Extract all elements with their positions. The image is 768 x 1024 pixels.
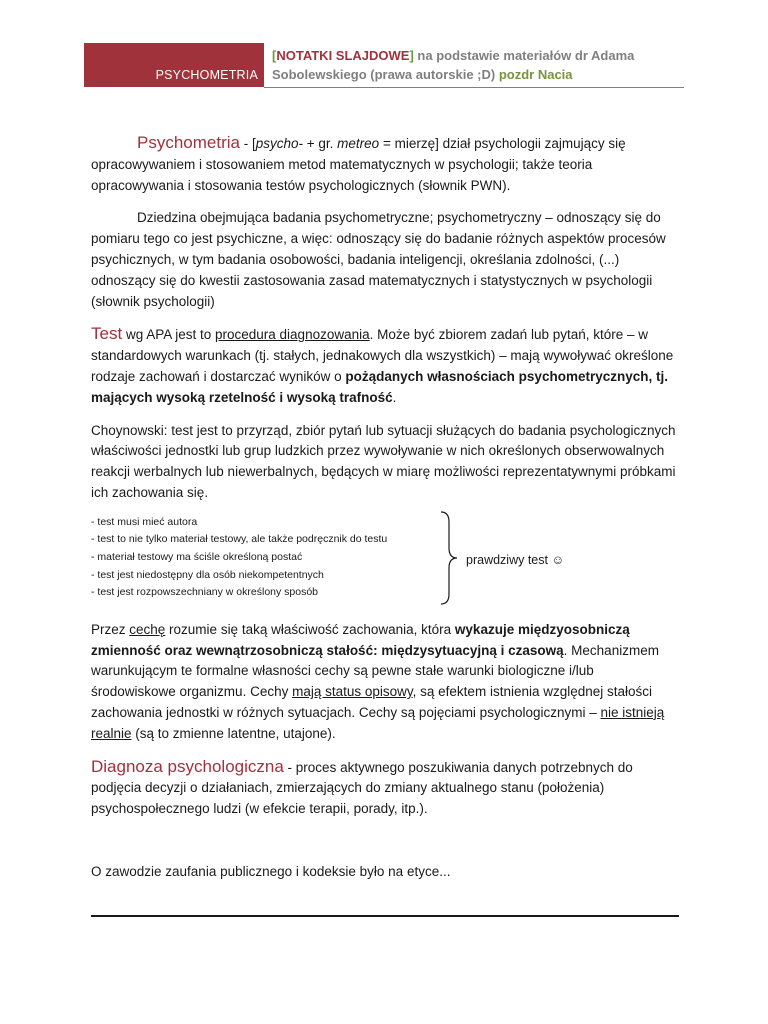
header-tag: NOTATKI SLAJDOWE bbox=[276, 48, 410, 63]
underlined-run: cechę bbox=[129, 621, 166, 637]
bold-run: pożądanych własnościach psychometrycznych, tj. mających wysoką rzetelność i wysoką trafność bbox=[91, 368, 668, 405]
curly-brace-icon bbox=[439, 510, 459, 606]
text-run: . Może być zbiorem zadań lub pytań, które – w standardowych warunkach (tj. stałych, jednakowych dla wszystkich) – mają wywoływać określone rodzaje zachowań i dostarczać wyników o bbox=[91, 327, 674, 384]
header-banner bbox=[84, 43, 264, 87]
paragraph-test bbox=[91, 324, 681, 408]
paragraph-psychometria bbox=[91, 133, 681, 196]
header-bracket-open: [ bbox=[272, 48, 277, 63]
text-run: + gr. bbox=[303, 136, 338, 151]
underlined-run: mają status opisowy bbox=[292, 684, 413, 700]
underlined-run: nie istnieją realnie bbox=[91, 704, 665, 741]
paragraph-dziedzina: Dziedzina obejmująca badania psychometryczne; psychometryczny – odnoszący się do pomiaru tego co jest psychiczne, a więc: odnoszący się do badanie różnych aspektów procesów psychicznych, w tym badania osobowości, badania inteligencji, określania zdolności, (...) odnoszący się do kwestii zastosowania zasad matematycznych i statystycznych w psychologii (słownik psychologii) bbox=[91, 210, 666, 309]
bold-run: wykazuje międzyosobniczą zmienność oraz wewnątrzosobniczą stałość: międzysytuacyjną i czasową bbox=[91, 621, 630, 658]
list-item: - test to nie tylko materiał testowy, ale także podręcznik do testu bbox=[91, 533, 388, 546]
list-item: - test musi mieć autora bbox=[91, 515, 198, 528]
term-psychometria: Psychometria bbox=[137, 133, 240, 152]
header-section-label: PSYCHOMETRIA bbox=[155, 68, 258, 82]
term-test: Test bbox=[91, 324, 123, 344]
test-criteria-list bbox=[91, 514, 681, 602]
text-run: = mierzę] dział psychologii zajmujący się opracowywaniem i stosowaniem metod matematycznych w psychologii; także teoria opracowywania i stosowania testów psychologicznych (słownik PWN). bbox=[91, 136, 626, 193]
text-run: rozumie się taką właściwość zachowania, która bbox=[165, 621, 455, 637]
term-diagnoza: Diagnoza psychologiczna bbox=[91, 756, 284, 776]
text-run: . Mechanizmem warunkującym te formalne własności cechy są pewne stałe warunki biologiczne i/lub środowiskowe organizmu. Cechy bbox=[91, 642, 659, 700]
test-criteria-block bbox=[91, 514, 681, 610]
text-run: , są efektem istnienia względnej stałości zachowania jednostki w różnych sytuacjach. Cechy są pojęciami psychologicznymi – bbox=[91, 684, 653, 720]
underlined-run: procedura diagnozowania bbox=[215, 327, 370, 343]
footer-divider bbox=[91, 915, 679, 917]
document-body bbox=[91, 133, 681, 883]
paragraph-zawod: O zawodzie zaufania publicznego i kodeksie było na etyce... bbox=[91, 863, 451, 879]
text-run: (są to zmienne latentne, utajone). bbox=[131, 725, 336, 741]
paragraph-choynowski: Choynowski: test jest to przyrząd, zbiór pytań lub sytuacji służących do badania psychologicznych właściwości jednostki lub grup ludzkich przez wywoływanie w nich określonych obserwowalnych reakcji werbalnych lub niewerbalnych, będących w miarę możliwości reprezentatywnymi próbkami ich zachowania się. bbox=[91, 422, 676, 500]
header-bracket-close: ] bbox=[409, 48, 414, 63]
list-item: - test jest rozpowszechniany w określony sposób bbox=[91, 586, 319, 599]
text-run: wg APA jest to bbox=[122, 327, 215, 343]
header-signature: pozdr Nacia bbox=[498, 67, 573, 82]
list-item: - materiał testowy ma ściśle określoną postać bbox=[91, 550, 303, 563]
header-divider bbox=[264, 87, 684, 88]
text-run: - proces aktywnego poszukiwania danych potrzebnych do podjęcia decyzji o działaniach, zmierzających do zmiany aktualnego stanu (położenia) psychospołecznego ludzi (w efekcie terapii, porady, itp.). bbox=[91, 759, 633, 817]
italic-run: psycho- bbox=[255, 136, 304, 151]
header-source: na podstawie materiałów dr Adama Sobolewskiego (prawa autorskie ;D) bbox=[272, 48, 635, 82]
list-item: - test jest niedostępny dla osób niekompetentnych bbox=[91, 568, 324, 581]
text-run: Przez bbox=[91, 621, 130, 637]
paragraph-diagnoza bbox=[91, 757, 681, 820]
text-run: - [ bbox=[239, 136, 256, 151]
brace-summary: prawdziwy test ☺ bbox=[466, 552, 565, 567]
italic-run: metreo bbox=[337, 136, 380, 151]
paragraph-cecha bbox=[91, 620, 681, 745]
text-run: . bbox=[392, 389, 397, 405]
header-notes-title bbox=[272, 46, 692, 84]
